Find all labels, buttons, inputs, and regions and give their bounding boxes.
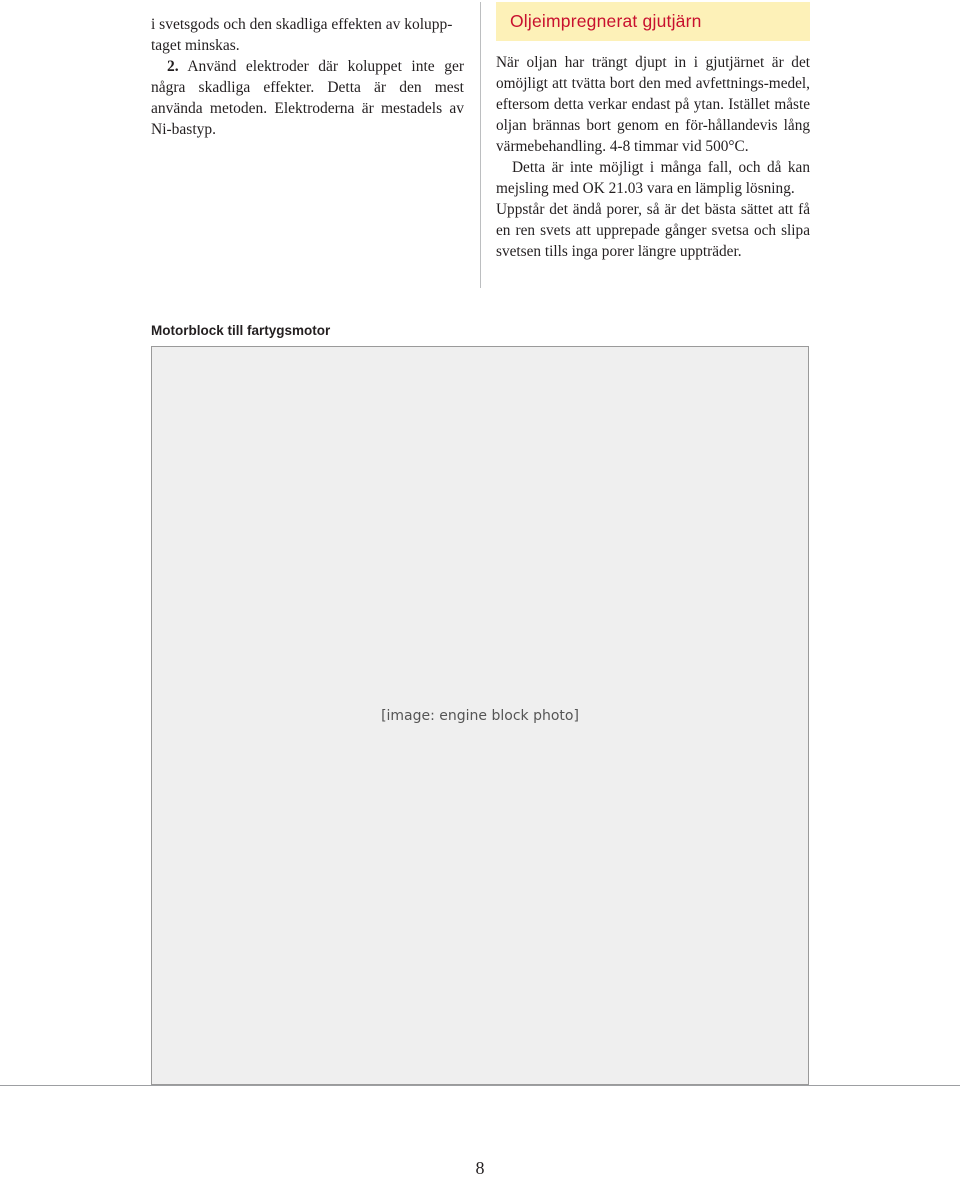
sidebar-title: Oljeimpregnerat gjutjärn bbox=[496, 2, 810, 41]
left-column-line-2: taget minskas. bbox=[151, 37, 240, 54]
sidebar-paragraph-2: Detta är inte möjligt i många fall, och då kan mejsling med OK 21.03 vara en lämplig lösning. bbox=[496, 159, 810, 197]
numbered-item bbox=[151, 56, 464, 140]
left-column-text bbox=[151, 14, 464, 140]
sidebar-paragraph-1: När oljan har trängt djupt in i gjutjärnet är det omöjligt att tvätta bort den med avfettnings-medel, eftersom detta verkar endast på ytan. Istället måste oljan brännas bort genom en för-hållandevis lång värmebehandling. 4-8 timmar vid 500°C. bbox=[496, 54, 810, 155]
item-text: Använd elektroder där koluppet inte ger några skadliga effekter. Detta är den mest använda metoden. Elektroderna är mestadels av Ni-bastyp. bbox=[151, 58, 464, 138]
page-number: 8 bbox=[475, 1158, 485, 1178]
footer-rule bbox=[0, 1085, 960, 1086]
left-column-line-1: i svetsgods och den skadliga effekten av kolupp- bbox=[151, 16, 453, 33]
sidebar-box bbox=[496, 2, 810, 262]
figure-caption: Motorblock till fartygsmotor bbox=[151, 323, 331, 338]
sidebar-paragraph-3: Uppstår det ändå porer, så är det bästa sättet att få en ren svets att upprepade gånger svetsa och slipa svetsen tills inga porer längre uppträder. bbox=[496, 201, 810, 260]
engine-block-photo: [image: engine block photo] bbox=[151, 346, 809, 1085]
item-number: 2. bbox=[167, 58, 179, 75]
column-divider bbox=[480, 2, 481, 288]
